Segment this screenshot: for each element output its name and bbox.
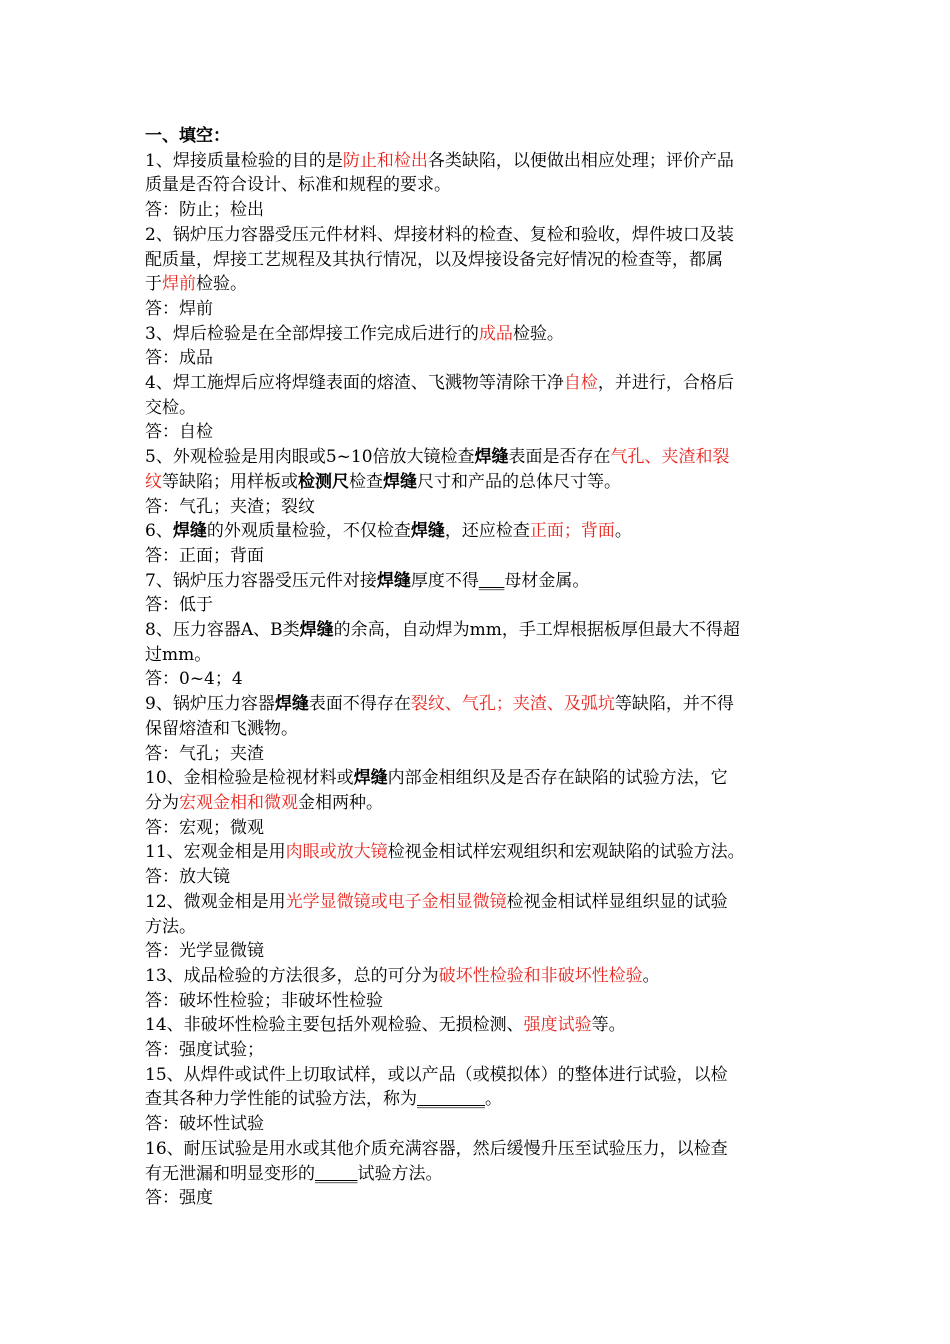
text-line [145, 346, 815, 371]
bold-term: 焊缝 [474, 447, 509, 468]
text-segment: 11、宏观金相是用 [145, 842, 286, 863]
text-segment: 2、锅炉压力容器受压元件材料、焊接材料的检查、复检和验收，焊件坡口及装 [145, 224, 734, 245]
text-segment: 答：自检 [145, 422, 213, 443]
text-segment: 12、微观金相是用 [145, 891, 286, 912]
text-segment: 表面不得存在 [308, 694, 411, 715]
text-segment: 厚度不得 [410, 570, 479, 591]
text-line [145, 445, 815, 470]
text-line [145, 989, 815, 1014]
document-body [145, 149, 815, 1211]
text-segment: 查其各种力学性能的试验方法，称为 [145, 1089, 417, 1110]
bold-term: 检测尺 [298, 471, 349, 492]
text-segment: 检视金相试样显组织显的试验 [506, 891, 728, 912]
text-segment: 答：放大镜 [145, 867, 230, 888]
text-line [145, 495, 815, 520]
text-line [145, 1162, 815, 1187]
text-line [145, 964, 815, 989]
text-segment: 15、从焊件或试件上切取试样，或以产品（或模拟体）的整体进行试验，以检 [145, 1064, 728, 1085]
blank-line: ________ [417, 1089, 485, 1110]
text-line [145, 840, 815, 865]
text-line [145, 420, 815, 445]
text-segment: 。 [614, 521, 632, 542]
text-segment: 分为 [145, 792, 179, 813]
text-segment: 13、成品检验的方法很多，总的可分为 [145, 965, 439, 986]
text-segment: 金相两种。 [298, 792, 383, 813]
bold-term: 焊缝 [410, 521, 445, 542]
text-line [145, 1038, 815, 1063]
text-segment: 答：光学显微镜 [145, 941, 264, 962]
text-segment: 内部金相组织及是否存在缺陷的试验方法，它 [387, 768, 728, 789]
bold-term: 焊缝 [299, 620, 334, 641]
text-segment: 16、耐压试验是用水或其他介质充满容器，然后缓慢升压至试验压力，以检查 [145, 1138, 728, 1159]
text-segment: 试验方法。 [357, 1163, 443, 1184]
answer-highlight: 焊前 [162, 274, 196, 295]
text-line [145, 470, 815, 495]
text-segment: 质量是否符合设计、标准和规程的要求。 [145, 175, 451, 196]
text-line [145, 544, 815, 569]
text-segment: 9、锅炉压力容器 [145, 694, 275, 715]
text-segment: 10、金相检验是检视材料或 [145, 768, 354, 789]
text-segment: 答：焊前 [145, 298, 213, 319]
text-segment: 检验。 [196, 274, 247, 295]
text-segment: ，还应检查 [444, 521, 530, 542]
bold-term: 焊缝 [376, 570, 411, 591]
answer-highlight: 正面；背面 [529, 521, 615, 542]
text-line [145, 692, 815, 717]
text-segment: 的余高，自动焊为mm，手工焊根据板厚但最大不得超 [333, 620, 740, 641]
text-segment: 方法。 [145, 916, 196, 937]
text-segment: 答：0~4；4 [145, 669, 243, 690]
text-line [145, 593, 815, 618]
text-segment: 有无泄漏和明显变形的 [145, 1163, 315, 1184]
text-line [145, 396, 815, 421]
text-segment: 4、焊工施焊后应将焊缝表面的熔渣、飞溅物等清除干净 [145, 373, 564, 394]
text-segment: 答：破坏性检验；非破坏性检验 [145, 990, 383, 1011]
text-line [145, 297, 815, 322]
answer-highlight: 光学显微镜或电子金相显微镜 [285, 891, 507, 912]
text-line [145, 248, 815, 273]
text-segment: 1、焊接质量检验的目的是 [145, 150, 343, 171]
text-line [145, 1137, 815, 1162]
text-line [145, 816, 815, 841]
text-segment: 检查 [349, 471, 383, 492]
text-segment: 答：强度试验； [145, 1040, 264, 1061]
text-line [145, 149, 815, 174]
bold-term: 焊缝 [172, 521, 207, 542]
text-segment: 检验。 [512, 323, 564, 344]
answer-highlight: 纹 [145, 471, 162, 492]
bold-term: 焊缝 [383, 471, 417, 492]
answer-highlight: 强度试验 [523, 1015, 592, 1036]
answer-highlight: 自检 [563, 373, 598, 394]
text-segment: 表面是否存在 [508, 447, 611, 468]
text-line [145, 322, 815, 347]
text-segment: 各类缺陷，以便做出相应处理；评价产品 [427, 150, 734, 171]
text-segment: 7、锅炉压力容器受压元件对接 [145, 570, 377, 591]
text-line [145, 173, 815, 198]
answer-highlight: 成品 [478, 323, 513, 344]
text-line [145, 272, 815, 297]
answer-highlight: 破坏性检验和非破坏性检验 [438, 965, 643, 986]
text-segment: 尺寸和产品的总体尺寸等。 [417, 471, 621, 492]
text-segment: 14、非破坏性检验主要包括外观检验、无损检测、 [145, 1015, 524, 1036]
text-line [145, 717, 815, 742]
section-heading: 一、填空： [145, 126, 230, 146]
text-line [145, 643, 815, 668]
text-segment: 答：破坏性试验 [145, 1114, 264, 1135]
text-segment: 过mm。 [145, 644, 212, 665]
text-segment: 于 [145, 274, 162, 295]
text-segment: 交检。 [145, 397, 196, 418]
text-segment: ，并进行，合格后 [597, 373, 734, 394]
text-line [145, 766, 815, 791]
blank-line: _____ [315, 1163, 358, 1184]
text-segment: 等缺陷；用样板或 [162, 471, 298, 492]
document-page [145, 124, 815, 1211]
text-segment: 答：气孔；夹渣；裂纹 [145, 496, 315, 517]
text-line [145, 1063, 815, 1088]
text-segment: 的外观质量检验，不仅检查 [206, 521, 411, 542]
text-line [145, 1186, 815, 1211]
text-segment: 检视金相试样宏观组织和宏观缺陷的试验方法。 [387, 842, 745, 863]
text-line [145, 1112, 815, 1137]
text-segment: 母材金属。 [504, 570, 590, 591]
text-segment: 答：气孔；夹渣 [145, 743, 264, 764]
text-segment: 等。 [591, 1015, 626, 1036]
text-segment: 配质量，焊接工艺规程及其执行情况，以及焊接设备完好情况的检查等，都属 [145, 249, 723, 270]
text-line [145, 791, 815, 816]
bold-term: 焊缝 [274, 694, 309, 715]
text-segment: 8、压力容器A、B类 [145, 620, 300, 641]
text-segment: 答：成品 [145, 348, 213, 369]
text-line [145, 618, 815, 643]
blank-line: ___ [478, 570, 505, 591]
text-segment: 答：正面；背面 [145, 545, 264, 566]
text-line [145, 371, 815, 396]
text-segment: 5、外观检验是用肉眼或5~10倍放大镜检查 [145, 447, 475, 468]
text-line [145, 939, 815, 964]
text-line [145, 569, 815, 594]
answer-highlight: 肉眼或放大镜 [285, 842, 388, 863]
answer-highlight: 宏观金相和微观 [179, 792, 298, 813]
text-segment: 。 [485, 1089, 502, 1110]
text-line [145, 1013, 815, 1038]
text-segment: 答：宏观；微观 [145, 817, 264, 838]
text-segment: 6、 [145, 521, 173, 542]
text-segment: 答：低于 [145, 595, 213, 616]
text-segment: 等缺陷，并不得 [614, 694, 734, 715]
answer-highlight: 气孔、夹渣和裂 [610, 447, 730, 468]
text-line [145, 519, 815, 544]
bold-term: 焊缝 [353, 768, 388, 789]
answer-highlight: 裂纹、气孔；夹渣、及弧坑 [410, 694, 615, 715]
text-line [145, 1087, 815, 1112]
text-line [145, 667, 815, 692]
text-segment: 保留熔渣和飞溅物。 [145, 718, 298, 739]
text-segment: 。 [642, 965, 660, 986]
text-line [145, 865, 815, 890]
text-line [145, 742, 815, 767]
text-segment: 3、焊后检验是在全部焊接工作完成后进行的 [145, 323, 479, 344]
text-segment: 答：防止；检出 [145, 200, 264, 221]
text-segment: 答：强度 [145, 1188, 213, 1209]
text-line [145, 223, 815, 248]
text-line [145, 890, 815, 915]
text-line [145, 915, 815, 940]
text-line [145, 198, 815, 223]
answer-highlight: 防止和检出 [342, 150, 428, 171]
